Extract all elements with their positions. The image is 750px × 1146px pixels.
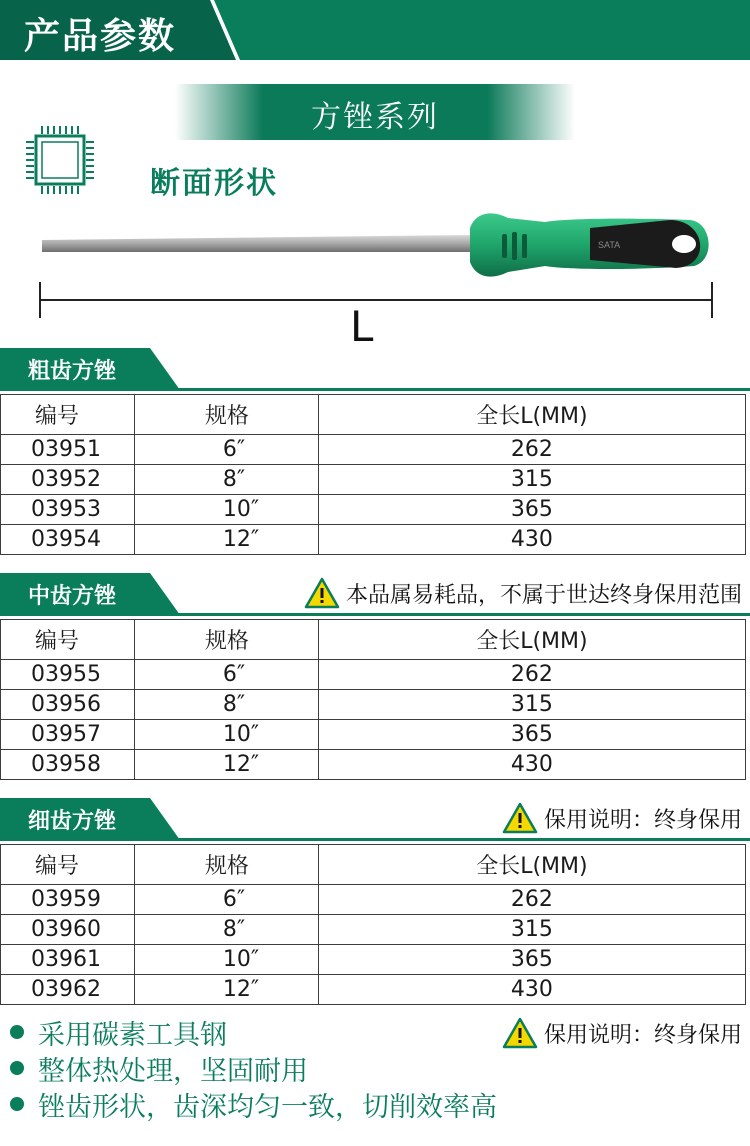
table-row xyxy=(1,945,746,975)
table-row xyxy=(1,465,746,495)
cell-spec: 8″ xyxy=(134,465,318,495)
consumable-notice xyxy=(304,573,742,613)
cell-length: 365 xyxy=(318,495,745,525)
cell-length: 262 xyxy=(318,660,745,690)
square-file-illustration xyxy=(0,200,750,350)
notice-text: 本品属易耗品，不属于世达终身保用范围 xyxy=(345,582,742,608)
cell-spec: 8″ xyxy=(134,915,318,945)
file-blade xyxy=(42,235,470,252)
profile-caption: 断面形状 xyxy=(150,166,278,201)
table-row xyxy=(1,720,746,750)
bullet-dot-icon xyxy=(10,1061,24,1075)
column-length: 全长L(MM) xyxy=(318,395,745,435)
cell-length: 315 xyxy=(318,690,745,720)
feature-text: 锉齿形状，齿深均匀一致，切削效率高 xyxy=(38,1091,497,1123)
cell-number: 03954 xyxy=(1,525,135,555)
cell-length: 315 xyxy=(318,915,745,945)
group-divider xyxy=(0,838,750,841)
series-title: 方锉系列 xyxy=(311,100,439,135)
group-divider xyxy=(0,613,750,616)
column-length: 全长L(MM) xyxy=(318,845,745,885)
cell-number: 03953 xyxy=(1,495,135,525)
cell-number: 03959 xyxy=(1,885,135,915)
cell-number: 03957 xyxy=(1,720,135,750)
cell-number: 03962 xyxy=(1,975,135,1005)
cell-number: 03961 xyxy=(1,945,135,975)
column-length: 全长L(MM) xyxy=(318,620,745,660)
cell-number: 03955 xyxy=(1,660,135,690)
column-number: 编号 xyxy=(1,395,135,435)
notice-text: 保用说明：终身保用 xyxy=(543,1022,742,1048)
table-row xyxy=(1,690,746,720)
cell-spec: 10″ xyxy=(134,945,318,975)
feature-item xyxy=(10,1050,497,1086)
svg-text:SATA: SATA xyxy=(598,240,621,250)
cell-spec: 6″ xyxy=(134,885,318,915)
page-title: 产品参数 xyxy=(24,16,177,57)
length-label: L xyxy=(350,302,374,351)
column-spec: 规格 xyxy=(134,395,318,435)
feature-text: 整体热处理，坚固耐用 xyxy=(38,1055,308,1087)
cell-spec: 6″ xyxy=(134,660,318,690)
fine-file-group xyxy=(0,798,750,1010)
spec-table xyxy=(0,844,746,1005)
cell-spec: 10″ xyxy=(134,720,318,750)
cell-number: 03951 xyxy=(1,435,135,465)
table-row xyxy=(1,975,746,1005)
cell-length: 315 xyxy=(318,465,745,495)
column-spec: 规格 xyxy=(134,845,318,885)
feature-list xyxy=(10,1014,497,1122)
feature-text: 采用碳素工具钢 xyxy=(38,1019,227,1051)
spec-table xyxy=(0,619,746,780)
warning-icon xyxy=(502,802,538,834)
cell-spec: 6″ xyxy=(134,435,318,465)
bullet-dot-icon xyxy=(10,1097,24,1111)
medium-file-group xyxy=(0,573,750,785)
cell-length: 262 xyxy=(318,885,745,915)
table-row xyxy=(1,435,746,465)
notice-text: 保用说明：终身保用 xyxy=(543,807,742,833)
cell-number: 03960 xyxy=(1,915,135,945)
coarse-file-group xyxy=(0,348,750,560)
column-number: 编号 xyxy=(1,620,135,660)
feature-item xyxy=(10,1014,497,1050)
bullet-dot-icon xyxy=(10,1025,24,1039)
table-row xyxy=(1,885,746,915)
table-header-row xyxy=(1,620,746,660)
series-banner xyxy=(175,84,575,140)
warning-icon xyxy=(502,1017,538,1049)
cell-spec: 10″ xyxy=(134,495,318,525)
table-row xyxy=(1,495,746,525)
bottom-warranty-notice xyxy=(502,1013,742,1053)
table-row xyxy=(1,750,746,780)
column-number: 编号 xyxy=(1,845,135,885)
cell-length: 365 xyxy=(318,720,745,750)
group-title: 中齿方锉 xyxy=(28,584,117,609)
cell-length: 262 xyxy=(318,435,745,465)
square-chip-icon xyxy=(20,120,100,200)
feature-item xyxy=(10,1086,497,1122)
group-title: 细齿方锉 xyxy=(28,809,117,834)
spec-table xyxy=(0,394,746,555)
cell-spec: 12″ xyxy=(134,525,318,555)
cell-spec: 8″ xyxy=(134,690,318,720)
cell-spec: 12″ xyxy=(134,975,318,1005)
column-spec: 规格 xyxy=(134,620,318,660)
cell-length: 430 xyxy=(318,525,745,555)
cell-spec: 12″ xyxy=(134,750,318,780)
table-row xyxy=(1,525,746,555)
group-divider xyxy=(0,388,750,391)
table-header-row xyxy=(1,395,746,435)
table-header-row xyxy=(1,845,746,885)
warranty-notice xyxy=(502,798,742,838)
cell-number: 03956 xyxy=(1,690,135,720)
cell-number: 03958 xyxy=(1,750,135,780)
table-row xyxy=(1,660,746,690)
warning-icon xyxy=(304,577,340,609)
cell-number: 03952 xyxy=(1,465,135,495)
cell-length: 430 xyxy=(318,750,745,780)
cell-length: 430 xyxy=(318,975,745,1005)
group-title: 粗齿方锉 xyxy=(28,359,117,384)
cell-length: 365 xyxy=(318,945,745,975)
table-row xyxy=(1,915,746,945)
